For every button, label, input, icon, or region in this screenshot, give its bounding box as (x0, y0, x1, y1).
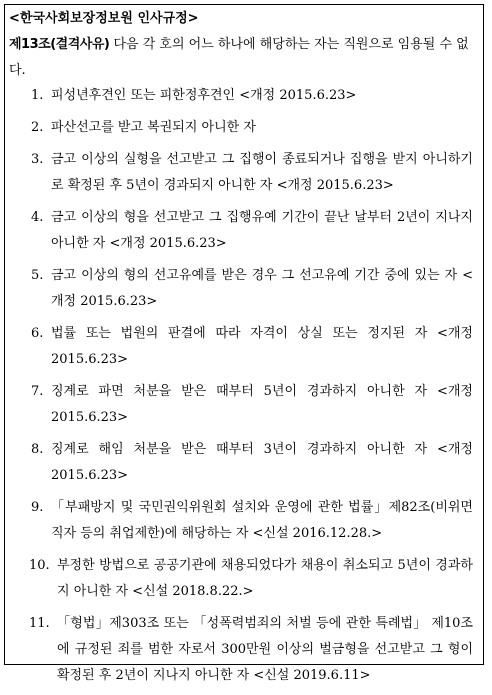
item-text: 금고 이상의 실형을 선고받고 그 집행이 종료되거나 집행을 받지 아니하기로 확정된 후 5년이 경과되지 아니한 자 <개정 2015.6.23> (51, 152, 473, 193)
list-item (5, 553, 485, 605)
item-text: 부정한 방법으로 공공기관에 채용되었다가 채용이 취소되고 5년이 경과하지 아니한 자 <신설 2018.8.22.> (57, 558, 473, 599)
disqualification-list (5, 83, 485, 695)
item-text: 금고 이상의 형의 선고유예를 받은 경우 그 선고유예 기간 중에 있는 자 <개정 2015.6.23> (51, 268, 473, 309)
item-number: 6. (31, 326, 44, 341)
item-number: 4. (31, 210, 44, 225)
item-text: 금고 이상의 형을 선고받고 그 집행유예 기간이 끝난 날부터 2년이 지나지 아니한 자 <개정 2015.6.23> (51, 210, 473, 251)
item-number: 10. (29, 558, 50, 573)
list-item (5, 321, 485, 373)
item-number: 1. (31, 88, 44, 103)
list-item (5, 263, 485, 315)
item-text: 파산선고를 받고 복권되지 아니한 자 (51, 120, 256, 135)
item-number: 7. (31, 384, 44, 399)
item-number: 8. (31, 442, 44, 457)
list-item (5, 205, 485, 257)
item-number: 3. (31, 152, 44, 167)
list-item (5, 495, 485, 547)
item-number: 9. (31, 500, 44, 515)
document-title: <한국사회보장정보원 인사규정> (9, 11, 199, 26)
item-number: 5. (31, 268, 44, 283)
list-item (5, 147, 485, 199)
article-13 (9, 32, 485, 84)
item-text: 법률 또는 법원의 판결에 따라 자격이 상실 또는 정지된 자 <개정 2015.6.23> (51, 326, 473, 367)
item-text: 징계로 해임 처분을 받은 때부터 3년이 경과하지 아니한 자 <개정 2015.6.23> (51, 442, 473, 483)
list-item (5, 611, 485, 689)
list-item (5, 115, 485, 141)
list-item (5, 437, 485, 489)
item-number: 2. (31, 120, 44, 135)
document-frame (4, 4, 484, 683)
list-item (5, 379, 485, 431)
list-item (5, 83, 485, 109)
article-intro: 다음 각 호의 어느 하나에 해당하는 자는 직원으로 임용될 수 없다. (9, 37, 469, 78)
article-heading: 제13조(결격사유) (9, 37, 110, 52)
item-number: 11. (29, 616, 50, 631)
item-text: 징계로 파면 처분을 받은 때부터 5년이 경과하지 아니한 자 <개정 2015.6.23> (51, 384, 473, 425)
item-text: 「부패방지 및 국민권익위원회 설치와 운영에 관한 법률」제82조(비위면직자 등의 취업제한)에 해당하는 자 <신설 2016.12.28.> (51, 500, 473, 541)
item-text: 「형법」제303조 또는 「성폭력범죄의 처벌 등에 관한 특례법」 제10조에 규정된 죄를 범한 자로서 300만원 이상의 벌금형을 선고받고 그 형이 확정된 후 2년이 지나지 아니한 자 <신설 2019.6.11> (57, 616, 473, 683)
item-text: 피성년후견인 또는 피한정후견인 <개정 2015.6.23> (51, 88, 357, 103)
